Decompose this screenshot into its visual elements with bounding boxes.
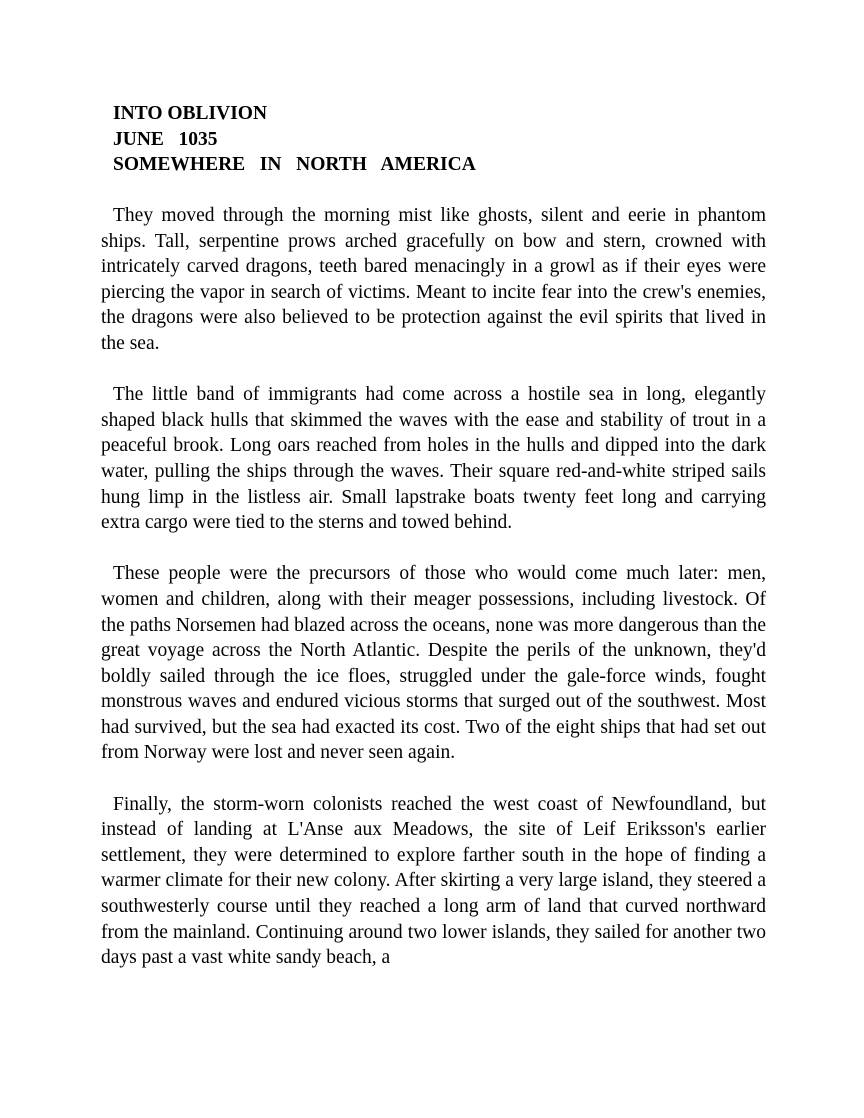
chapter-title: INTO OBLIVION — [113, 103, 268, 124]
chapter-heading — [113, 101, 476, 178]
body-text — [101, 203, 766, 996]
paragraph: Finally, the storm-worn colonists reached the west coast of Newfoundland, but instead of landing at L'Anse aux Meadows, the site of Leif Eriksson's earlier settlement, they were determined to explore farther south in the hope of finding a warmer climate for their new colony. After skirting a very large island, they steered a southwesterly course until they reached a long arm of land that curved northward from the mainland. Continuing around two lower islands, they sailed for another two days past a vast white sandy beach, a — [101, 793, 766, 969]
paragraph: The little band of immigrants had come across a hostile sea in long, elegantly shaped black hulls that skimmed the waves with the ease and stability of trout in a peaceful brook. Long oars reached from holes in the hulls and dipped into the dark water, pulling the ships through the waves. Their square red-and-white striped sails hung limp in the listless air. Small lapstrake boats twenty feet long and carrying extra cargo were tied to the sterns and towed behind. — [101, 384, 766, 534]
chapter-location: SOMEWHERE IN NORTH AMERICA — [113, 154, 476, 176]
chapter-date: JUNE 1035 — [113, 128, 218, 150]
paragraph: These people were the precursors of those who would come much later: men, women and children, along with their meager possessions, including livestock. Of the paths Norsemen had blazed across the oceans, none was more dangerous than the great voyage across the North Atlantic. Despite the perils of the unknown, they'd boldly sailed through the ice floes, struggled under the gale-force winds, fought monstrous waves and endured vicious storms that surged out of the southwest. Most had survived, but the sea had exacted its cost. Two of the eight ships that had set out from Norway were lost and never seen again. — [101, 563, 766, 764]
paragraph: They moved through the morning mist like ghosts, silent and eerie in phantom ships. Tall, serpentine prows arched gracefully on bow and stern, crowned with intricately carved dragons, teeth bared menacingly in a growl as if their eyes were piercing the vapor in search of victims. Meant to incite fear into the crew's enemies, the dragons were also believed to be protection against the evil spirits that lived in the sea. — [101, 205, 766, 354]
